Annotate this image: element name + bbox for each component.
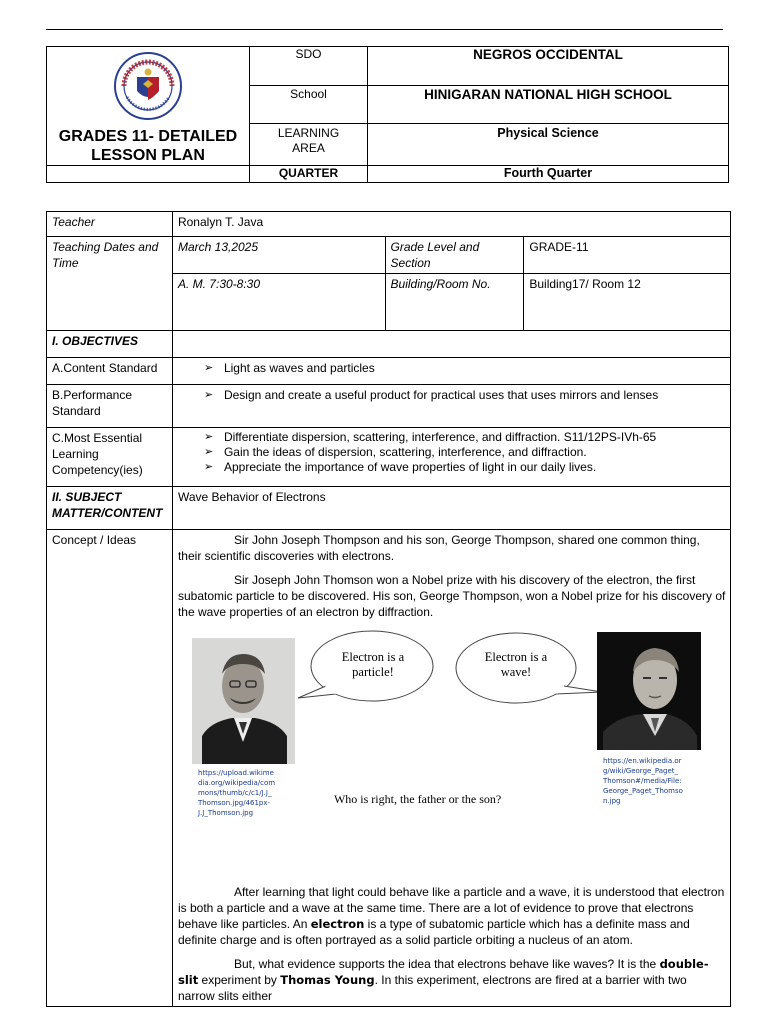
teacher-value: Ronalyn T. Java bbox=[172, 212, 730, 237]
plan-title: GRADES 11- DETAILED LESSON PLAN bbox=[58, 128, 238, 164]
seal-cell bbox=[47, 47, 250, 166]
list-item: ➢ Design and create a useful product for practical uses that uses mirrors and lenses bbox=[203, 388, 659, 402]
list-item: ➢ Gain the ideas of dispersion, scattering, interference, and diffraction. bbox=[203, 445, 587, 459]
competency-value bbox=[172, 428, 730, 487]
lesson-plan-table bbox=[46, 211, 731, 1007]
jj-thomson-photo bbox=[192, 638, 295, 764]
performance-standard-value bbox=[172, 385, 730, 428]
school-label: School bbox=[250, 85, 368, 123]
concept-paragraph-1: Sir John Joseph Thompson and his son, George Thompson, shared one common thing, their scientific discoveries with electrons. bbox=[177, 533, 700, 563]
room-label: Building/Room No. bbox=[385, 274, 524, 331]
concept-paragraph-2: Sir Joseph John Thomson won a Nobel prize with his discovery of the electron, the first subatomic particle to be discovered. His son, George Thompson, won a Nobel prize for his discovery of the wave properties of an electron by diffraction. bbox=[177, 573, 726, 619]
george-thomson-photo bbox=[597, 632, 701, 750]
grade-value: GRADE-11 bbox=[524, 237, 731, 274]
arrow-bullet-icon: ➢ bbox=[203, 389, 214, 401]
arrow-bullet-icon: ➢ bbox=[203, 461, 214, 473]
learning-area-value: Physical Science bbox=[368, 123, 729, 165]
content-standard-value bbox=[172, 358, 730, 385]
date-value: March 13,2025 bbox=[172, 237, 385, 274]
thomson-figure bbox=[178, 628, 726, 856]
subject-value: Wave Behavior of Electrons bbox=[172, 487, 730, 530]
bubble-left-text: Electron is a particle! bbox=[341, 650, 405, 679]
grade-label: Grade Level and Section bbox=[385, 237, 524, 274]
concept-content bbox=[172, 530, 730, 1007]
bubble-right-text: Electron is a wave! bbox=[484, 650, 548, 679]
concept-paragraph-3: After learning that light could behave like a particle and a wave, it is understood that electron is both a particle and a wave at the same time. There are a lot of evidence to prove that electrons behave like particles. An electron is a type of subatomic particle which has a definite mass and definite charge and is often portrayed as a solid particle orbiting a nucleus of an atom. bbox=[177, 885, 725, 947]
list-item: ➢ Appreciate the importance of wave properties of light in our daily lives. bbox=[203, 460, 597, 474]
school-value: HINIGARAN NATIONAL HIGH SCHOOL bbox=[368, 85, 729, 123]
content-standard-label: A.Content Standard bbox=[47, 358, 173, 385]
subject-label: II. SUBJECT MATTER/CONTENT bbox=[47, 487, 173, 530]
deped-seal-icon bbox=[113, 51, 183, 121]
room-value: Building17/ Room 12 bbox=[524, 274, 731, 331]
credit-left: https://upload.wikime dia.org/wikipedia/com mons/thumb/c/c1/J.J_ Thomson.jpg/461px- J.J_Thomson.jpg bbox=[197, 769, 276, 817]
concept-label: Concept / Ideas bbox=[47, 530, 173, 1007]
concept-paragraph-4: But, what evidence supports the idea that electrons behave like waves? It is the double-slit experiment by Thomas Young. In this experiment, electrons are fired at a barrier with two narrow slits either bbox=[177, 957, 709, 1003]
figure-question: Who is right, the father or the son? bbox=[333, 792, 502, 806]
performance-standard-label: B.Performance Standard bbox=[47, 385, 173, 428]
quarter-label: QUARTER bbox=[250, 166, 368, 183]
learning-area-label: LEARNING AREA bbox=[250, 123, 368, 165]
list-item: ➢ Light as waves and particles bbox=[203, 361, 375, 375]
dates-label: Teaching Dates and Time bbox=[47, 237, 173, 331]
arrow-bullet-icon: ➢ bbox=[203, 446, 214, 458]
list-item: ➢ Differentiate dispersion, scattering, interference, and diffraction. S11/12PS-IVh-65 bbox=[203, 430, 657, 444]
arrow-bullet-icon: ➢ bbox=[203, 362, 214, 374]
top-rule bbox=[46, 29, 723, 30]
objectives-heading: I. OBJECTIVES bbox=[47, 331, 173, 358]
sdo-label: SDO bbox=[250, 47, 368, 86]
credit-right: https://en.wikipedia.or g/wiki/George_Paget_ Thomson#/media/File: George_Paget_Thomso n.jpg bbox=[602, 757, 683, 805]
sdo-value: NEGROS OCCIDENTAL bbox=[368, 47, 729, 86]
quarter-value: Fourth Quarter bbox=[368, 166, 729, 183]
time-value: A. M. 7:30-8:30 bbox=[172, 274, 385, 331]
teacher-label: Teacher bbox=[47, 212, 173, 237]
competency-label: C.Most Essential Learning Competency(ies) bbox=[47, 428, 173, 487]
blank-cell bbox=[47, 166, 250, 183]
objectives-blank bbox=[172, 331, 730, 358]
header-table bbox=[46, 46, 729, 183]
arrow-bullet-icon: ➢ bbox=[203, 431, 214, 443]
